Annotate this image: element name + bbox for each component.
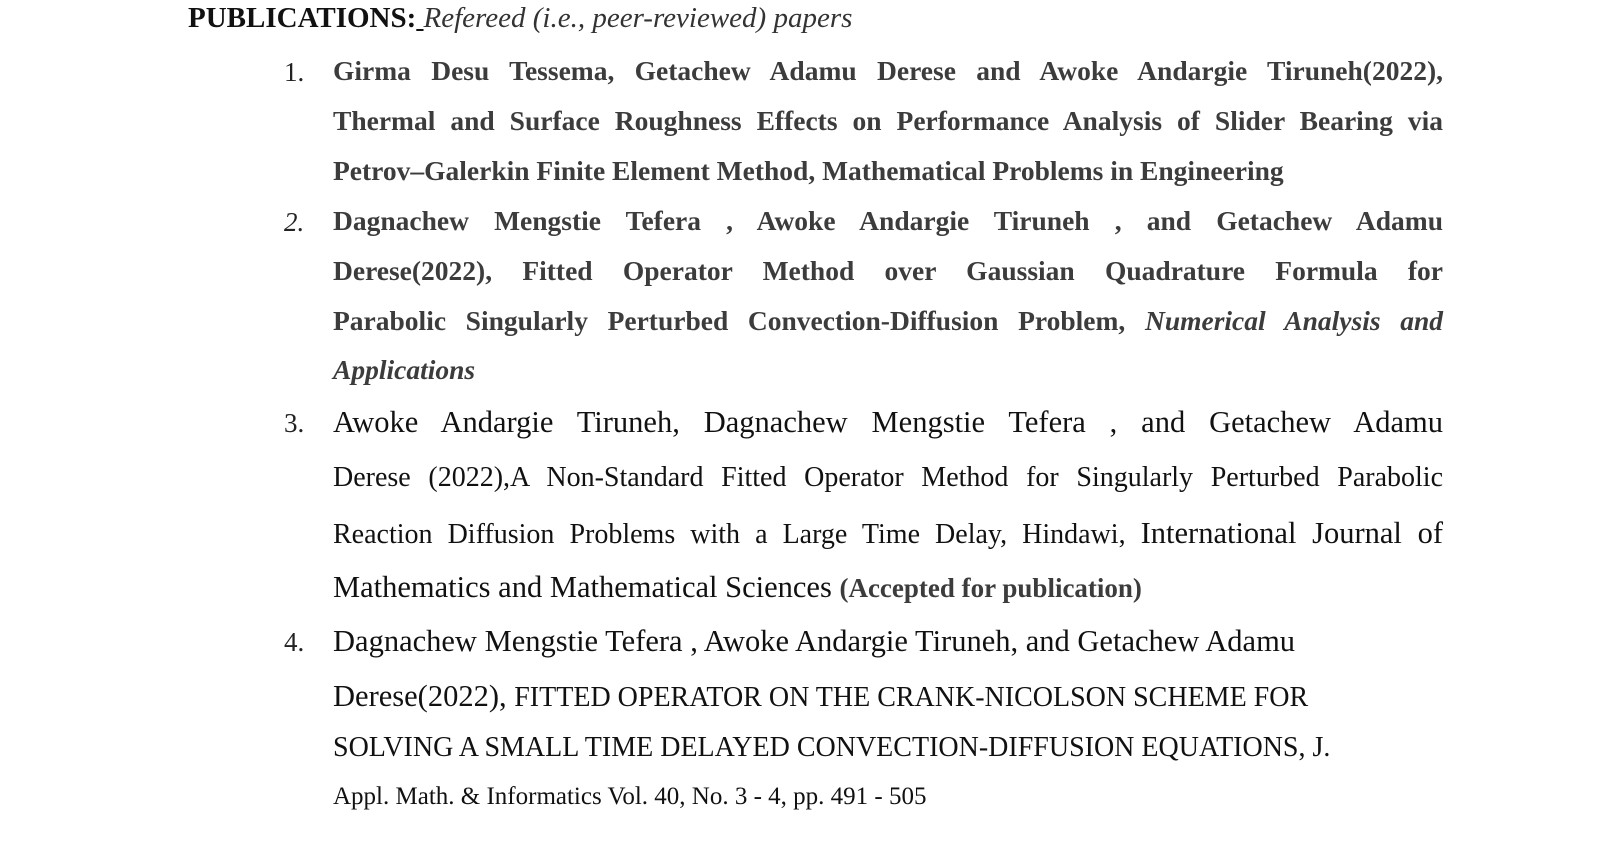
status-note: (Accepted for publication)	[839, 573, 1142, 603]
heading-subtitle: Refereed (i.e., peer-reviewed) papers	[423, 2, 853, 34]
item-line: Awoke Andargie Tiruneh, Dagnachew Mengstie Tefera , and Getachew Adamu	[333, 405, 1443, 439]
item-line: Derese(2022), Fitted Operator Method over Gaussian Quadrature Formula for	[333, 255, 1443, 286]
section-heading	[188, 2, 852, 35]
item-line	[333, 679, 1443, 714]
item-number: 3.	[284, 408, 305, 438]
journal-name-cont: Mathematics and Mathematical Sciences	[333, 570, 840, 604]
heading-label: PUBLICATIONS:	[188, 2, 417, 34]
journal-name-cont: Applications	[333, 354, 476, 385]
item-line	[333, 570, 1443, 605]
heading-underline	[416, 2, 423, 34]
item-text: Derese(2022),	[333, 679, 515, 713]
journal-name: Numerical Analysis and	[1144, 305, 1443, 336]
item-line	[333, 305, 1443, 337]
item-line: Thermal and Surface Roughness Effects on Performance Analysis of Slider Bearing via	[333, 105, 1443, 136]
item-line: Petrov–Galerkin Finite Element Method, Mathematical Problems in Engineering	[333, 155, 1284, 186]
item-line: Dagnachew Mengstie Tefera , Awoke Andargie Tiruneh, and Getachew Adamu	[333, 624, 1296, 658]
item-line	[333, 516, 1443, 551]
item-number: 1.	[284, 57, 305, 87]
item-line: Derese (2022),A Non-Standard Fitted Operator Method for Singularly Perturbed Parabolic	[333, 462, 1443, 493]
item-text: Parabolic Singularly Perturbed Convection-Diffusion Problem,	[333, 305, 1145, 336]
paper-title: FITTED OPERATOR ON THE CRANK-NICOLSON SCHEME FOR	[514, 682, 1309, 713]
journal-citation: Appl. Math. & Informatics Vol. 40, No. 3 - 4, pp. 491 - 505	[333, 783, 927, 810]
item-line: Girma Desu Tessema, Getachew Adamu Derese and Awoke Andargie Tiruneh(2022),	[333, 55, 1443, 86]
paper-title-cont: SOLVING A SMALL TIME DELAYED CONVECTION-DIFFUSION EQUATIONS, J.	[333, 732, 1331, 763]
item-line: Dagnachew Mengstie Tefera , Awoke Andargie Tiruneh , and Getachew Adamu	[333, 205, 1443, 236]
item-number: 2.	[284, 207, 305, 237]
journal-name: International Journal of	[1140, 516, 1443, 550]
item-number: 4.	[284, 627, 305, 657]
item-text: Reaction Diffusion Problems with a Large Time Delay, Hindawi,	[333, 519, 1141, 550]
